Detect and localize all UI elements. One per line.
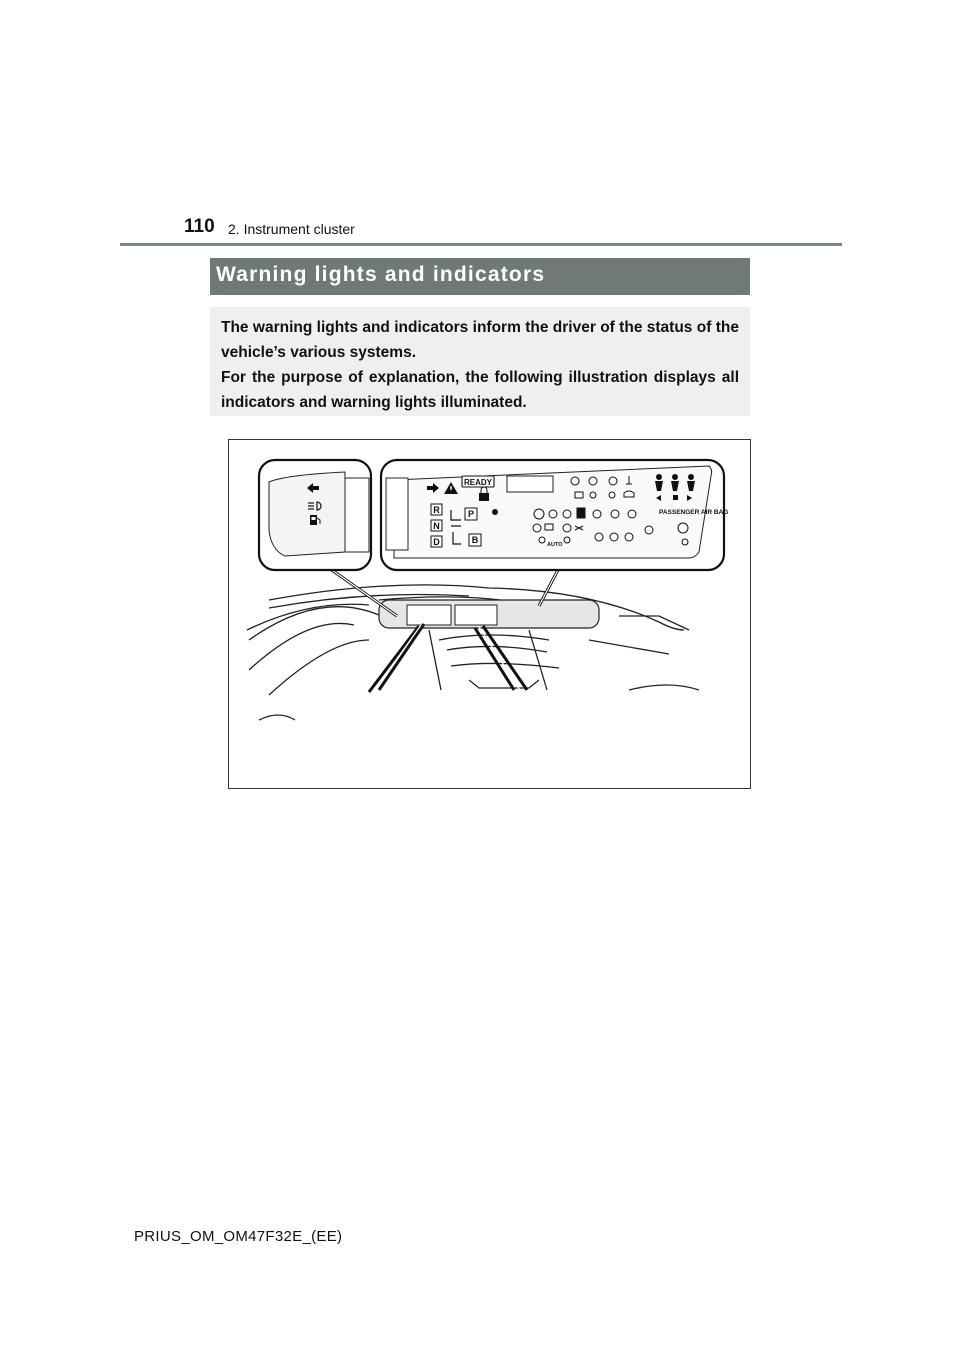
intro-box [210,307,750,416]
shift-p-label: P [467,509,475,519]
airbag-seat-icons [655,474,695,501]
passenger-airbag-label: PASSENGER AIR BAG [659,509,729,516]
auto-label: AUTO [547,542,563,548]
shift-n-label: N [433,521,440,531]
page-title: Warning lights and indicators [216,263,546,286]
header-rule [120,243,842,246]
instrument-cluster-illustration [228,439,751,789]
page-number: 110 [184,216,215,237]
callout-lines [329,568,559,692]
shift-d-label: D [433,537,440,547]
intro-paragraph-1: The warning lights and indicators inform the driver of the status of the vehicle’s various systems. [221,319,739,361]
shift-r-label: R [433,505,440,515]
main-display-callout [381,460,728,570]
left-meter-callout [259,460,371,570]
section-title: 2. Instrument cluster [228,221,355,237]
center-display-housing [379,600,599,628]
document-id: PRIUS_OM_OM47F32E_(EE) [134,1228,343,1245]
ready-label: READY [463,478,493,487]
shift-b-label: B [471,535,479,545]
intro-paragraph-2: For the purpose of explanation, the following illustration displays all indicators and warning lights illuminated. [221,369,739,411]
seatbelt-icon [492,509,498,515]
illustration-svg [229,440,750,788]
title-bar [210,258,750,295]
